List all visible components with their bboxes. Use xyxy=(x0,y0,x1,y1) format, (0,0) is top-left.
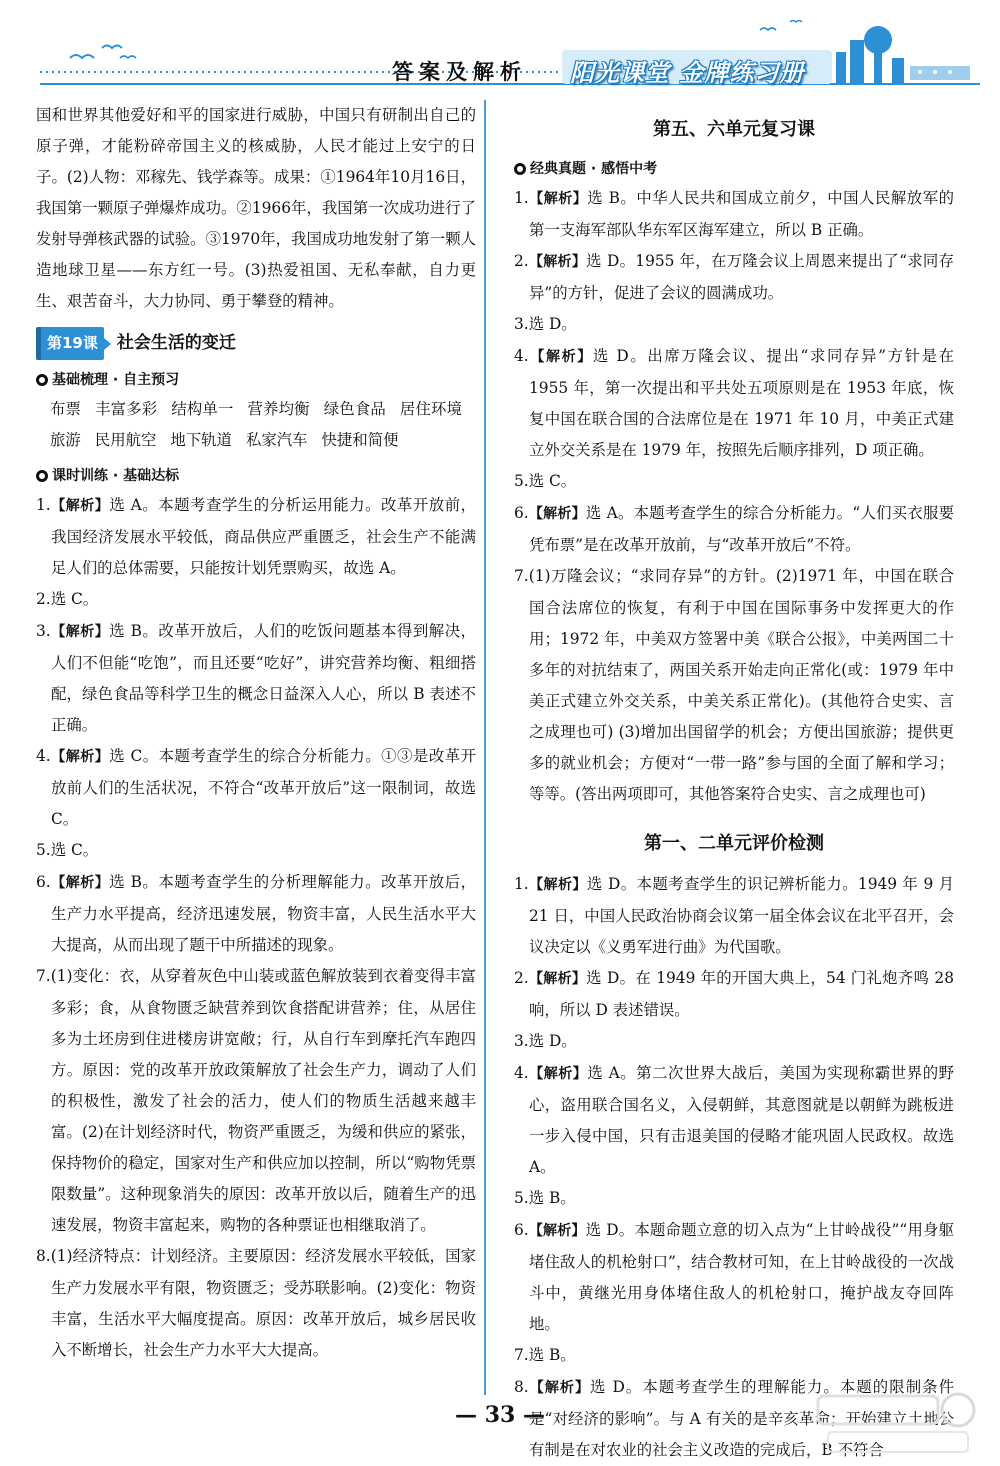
answer-text: 选 D。本题考查学生的理解能力。本题的限制条件是“对经济的影响”。与 A 有关的是辛亥革命；开始建立土地公有制是在对农业的社会主义改造的完成后，B 不符合 xyxy=(529,1378,955,1459)
watermark-logo xyxy=(808,1388,978,1458)
bird-icon xyxy=(102,46,122,49)
lesson-title: 社会生活的变迁 xyxy=(116,333,236,353)
answer-item xyxy=(36,1241,476,1366)
item-number: 4. xyxy=(36,747,51,765)
answer-list xyxy=(514,869,954,1466)
answer-item xyxy=(36,616,476,741)
bird-icon xyxy=(70,55,94,58)
keyword: 民用航空 xyxy=(94,431,157,449)
answer-text: (1)变化：衣，从穿着灰色中山装或蓝色解放装到衣着变得丰富多彩；食，从食物匮乏缺营养到饮食搭配讲营养；住，从居住多为土坯房到住进楼房讲宽敞；行，从自行车到摩托汽车跑四方。原因：党的改革开放政策解放了社会生产力，调动了人们的积极性，激发了社会的活力，使人们的物质生活越来越丰富。(2)在计划经济时代，物资严重匮乏，为缓和供应的紧张，保持物价的稳定，国家对生产和供应加以控制，所以“购物凭票限数量”。这种现象消失的原因：改革开放以后，随着生产的迅速发展，物资丰富起来，购物的各种票证也相继取消了。 xyxy=(50,967,476,1234)
item-number: 2. xyxy=(514,969,529,987)
keyword-list xyxy=(36,394,476,456)
section-title: 第一、二单元评价检测 xyxy=(644,833,824,854)
answer-item xyxy=(36,490,476,584)
keyword: 快捷和简便 xyxy=(321,431,399,449)
analysis-tag: 【解析】 xyxy=(528,877,587,893)
analysis-tag: 【解析】 xyxy=(528,254,587,270)
analysis-tag: 【解析】 xyxy=(528,1223,586,1239)
answer-item xyxy=(514,498,954,561)
bird-icon xyxy=(120,56,136,58)
answer-list xyxy=(36,490,476,1366)
bullet-icon xyxy=(514,163,526,175)
item-number: 1. xyxy=(36,496,51,514)
answer-text: 选 D。1955 年，在万隆会议上周恩来提出了“求同存异”的方针，促进了会议的圆满成功。 xyxy=(529,252,954,302)
analysis-tag: 【解析】 xyxy=(528,349,593,365)
answer-text: 选 B。改革开放后，人们的吃饭问题基本得到解决，人们不但能“吃饱”，而且还要“吃好”，讲究营养均衡、粗细搭配，绿色食品等科学卫生的概念日益深入人心，所以 B 表述不正确。 xyxy=(51,622,477,734)
answer-text: 选 B。本题考查学生的分析理解能力。改革开放后，生产力水平提高，经济迅速发展，物资丰富，人民生活水平大大提高，从而出现了题干中所描述的现象。 xyxy=(51,873,477,954)
item-number: 5. xyxy=(514,472,529,490)
item-number: 2. xyxy=(514,252,529,270)
right-column xyxy=(514,100,954,1466)
answer-item xyxy=(514,1340,954,1372)
bird-icon xyxy=(760,28,776,30)
answer-item xyxy=(514,1058,954,1183)
item-number: 8. xyxy=(514,1378,529,1396)
page-header xyxy=(0,0,1000,100)
keyword: 结构单一 xyxy=(171,400,234,418)
answer-text: 选 D。在 1949 年的开国大典上，54 门礼炮齐鸣 28 响，所以 D 表述错误。 xyxy=(529,969,954,1019)
keyword: 绿色食品 xyxy=(323,400,386,418)
analysis-tag: 【解析】 xyxy=(528,971,587,987)
subheading-exam: 经典真题 · 感悟中考 xyxy=(514,155,954,183)
keyword: 丰富多彩 xyxy=(95,400,158,418)
analysis-tag: 【解析】 xyxy=(528,1380,591,1396)
answer-text: 选 D。 xyxy=(528,315,577,333)
answer-item xyxy=(514,341,954,466)
column-divider xyxy=(484,100,486,1395)
item-number: 5. xyxy=(514,1189,529,1207)
item-number: 4. xyxy=(514,1064,529,1082)
keyword: 布票 xyxy=(50,400,82,418)
section-title: 第五、六单元复习课 xyxy=(653,119,815,140)
answer-item xyxy=(36,867,476,961)
analysis-tag: 【解析】 xyxy=(528,1066,588,1082)
item-number: 3. xyxy=(514,1032,529,1050)
answer-item xyxy=(514,561,954,810)
item-number: 6. xyxy=(514,1221,529,1239)
answer-text: 选 D。出席万隆会议、提出“求同存异”方针是在 1955 年，第一次提出和平共处五项原则是在 1953 年底，恢复中国在联合国的合法席位是在 1971 年 10 月，中美正式建立外交关系是在 1979 年，按照先后顺序排列，D 项正确。 xyxy=(529,347,955,459)
analysis-tag: 【解析】 xyxy=(50,498,110,514)
analysis-tag: 【解析】 xyxy=(528,506,586,522)
answer-text: (1)经济特点：计划经济。主要原因：经济发展水平较低，国家生产力发展水平有限，物资匮乏；受苏联影响。(2)变化：物资丰富，生活水平大幅度提高。原因：改革开放后，城乡居民收入不断增长，社会生产力水平大大提高。 xyxy=(50,1247,476,1359)
header-title: 答案及解析 xyxy=(392,60,527,84)
subheading-training: 课时训练 · 基础达标 xyxy=(36,462,476,490)
answer-item xyxy=(514,869,954,963)
answer-text: 选 B。 xyxy=(528,1189,576,1207)
answer-item xyxy=(36,741,476,835)
item-number: 7. xyxy=(514,1346,529,1364)
keyword: 旅游 xyxy=(50,431,81,449)
arrow-icon xyxy=(104,338,111,350)
keyword: 居住环境 xyxy=(399,400,462,418)
answer-text: 选 A。本题考查学生的分析运用能力。改革开放前，我国经济发展水平较低，商品供应严重匮乏，社会生产不能满足人们的总体需要，只能按计划凭票购买，故选 A。 xyxy=(51,496,477,577)
lesson-badge: 第19课 xyxy=(36,327,104,360)
answer-item xyxy=(514,183,954,246)
keyword: 私家汽车 xyxy=(245,431,308,449)
left-column xyxy=(36,100,476,1366)
answer-text: (1)万隆会议；“求同存异”的方针。(2)1971 年，中国在联合国合法席位的恢复，有利于中国在国际事务中发挥更大的作用；1972 年，中美双方签署中美《联合公报》，中美两国二十多年的对抗结束了，两国关系开始走向正常化(或：1979 年中美正式建立外交关系，中美关系正常化)。(其他符合史实、言之成理也可) (3)增加出国留学的机会；方便出国旅游；提供更多的就业机会；方便对“一带一路”参与国的全面了解和学习；等等。(答出两项即可，其他答案符合史实、言之成理也可) xyxy=(528,567,954,803)
answer-text: 选 B。 xyxy=(528,1346,576,1364)
answer-item xyxy=(514,309,954,341)
item-number: 3. xyxy=(36,622,51,640)
answer-text: 选 C。 xyxy=(528,472,577,490)
lesson-heading xyxy=(36,327,476,360)
answer-text: 选 D。本题考查学生的识记辨析能力。1949 年 9 月 21 日，中国人民政治协商会议第一届全体会议在北平召开，会议决定以《义勇军进行曲》为代国歌。 xyxy=(529,875,955,956)
analysis-tag: 【解析】 xyxy=(50,624,110,640)
answer-item xyxy=(36,961,476,1241)
item-number: 6. xyxy=(514,504,529,522)
analysis-tag: 【解析】 xyxy=(50,749,110,765)
answer-text: 选 C。本题考查学生的综合分析能力。①③是改革开放前人们的生活状况，不符合“改革开放后”这一限制词，故选 C。 xyxy=(51,747,477,828)
answer-text: 选 C。 xyxy=(50,590,99,608)
page-number: — 33 — xyxy=(455,1402,545,1428)
item-number: 4. xyxy=(514,347,529,365)
item-number: 3. xyxy=(514,315,529,333)
answer-text: 选 A。第二次世界大战后，美国为实现称霸世界的野心，盗用联合国名义，入侵朝鲜，其意图就是以朝鲜为跳板进一步入侵中国，只有击退美国的侵略才能巩固人民政权。故选 A。 xyxy=(529,1064,955,1176)
answer-text: 选 A。本题考查学生的综合分析能力。“人们买衣服要凭布票”是在改革开放前，与“改革开放后”不符。 xyxy=(529,504,954,554)
answer-item xyxy=(514,1215,954,1340)
item-number: 8. xyxy=(36,1247,51,1265)
analysis-tag: 【解析】 xyxy=(50,875,110,891)
answer-list xyxy=(514,183,954,810)
bullet-icon xyxy=(36,470,48,482)
intro-paragraph: 国和世界其他爱好和平的国家进行威胁，中国只有研制出自己的原子弹，才能粉碎帝国主义的核威胁，人民才能过上安宁的日子。(2)人物：邓稼先、钱学森等。成果：①1964年10月16日，我国第一颗原子弹爆炸成功。②1966年，我国第一次成功进行了发射导弹核武器的试验。③1970年，我国成功地发射了第一颗人造地球卫星——东方红一号。(3)热爱祖国、无私奉献，自力更生、艰苦奋斗，大力协同、勇于攀登的精神。 xyxy=(36,106,476,310)
answer-item xyxy=(514,963,954,1026)
item-number: 7. xyxy=(514,567,529,585)
bullet-icon xyxy=(36,374,48,386)
keyword: 营养均衡 xyxy=(247,400,310,418)
bird-icon xyxy=(790,21,802,23)
item-number: 2. xyxy=(36,590,51,608)
item-number: 7. xyxy=(36,967,51,985)
item-number: 6. xyxy=(36,873,51,891)
subheading-basic: 基础梳理 · 自主预习 xyxy=(36,366,476,394)
answer-text: 选 D。本题命题立意的切入点为“上甘岭战役”“用身躯堵住敌人的机枪射口”，结合教材可知，在上甘岭战役的一次战斗中，黄继光用身体堵住敌人的机枪射口，掩护战友夺回阵地。 xyxy=(529,1221,955,1333)
answer-text: 选 D。 xyxy=(528,1032,577,1050)
item-number: 1. xyxy=(514,189,529,207)
item-number: 1. xyxy=(514,875,529,893)
answer-item xyxy=(36,835,476,867)
answer-item xyxy=(36,584,476,616)
answer-item xyxy=(514,1183,954,1215)
brand-logo: 阳光课堂 金牌练习册 xyxy=(570,59,805,87)
answer-text: 选 B。中华人民共和国成立前夕，中国人民解放军的第一支海军部队华东军区海军建立，所以 B 正确。 xyxy=(529,189,955,239)
analysis-tag: 【解析】 xyxy=(528,191,588,207)
answer-item xyxy=(514,1026,954,1058)
answer-item xyxy=(514,246,954,309)
answer-text: 选 C。 xyxy=(50,841,99,859)
item-number: 5. xyxy=(36,841,51,859)
answer-item xyxy=(514,466,954,498)
keyword: 地下轨道 xyxy=(170,431,232,449)
